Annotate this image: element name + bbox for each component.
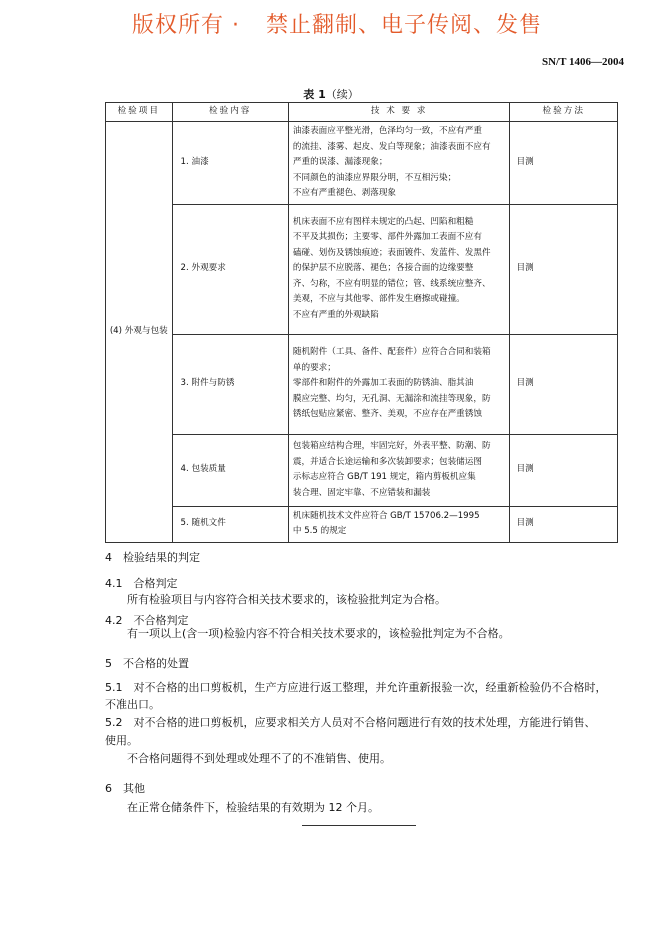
method-cell: 目测 <box>510 506 618 542</box>
requirement-cell <box>288 506 510 542</box>
section-5-1-line2: 不准出口。 <box>105 698 160 711</box>
section-4-1-text: 所有检验项目与内容符合相关技术要求的，该检验批判定为合格。 <box>127 593 446 606</box>
req-line: 严重的误漆、漏漆现象； <box>292 157 388 167</box>
item-cell: 3. 附件与防锈 <box>172 334 288 434</box>
req-line: 不同颜色的油漆应界限分明，不互相污染； <box>292 172 457 183</box>
method-cell: 目测 <box>510 334 618 434</box>
header-item: 检验项目 <box>106 103 173 122</box>
req-line: 油漆表面应平整光滑，色泽均匀一致，不应有严重 <box>292 126 482 136</box>
section-4-2-text: 有一项以上(含一项)检验内容不符合相关技术要求的，该检验批判定为不合格。 <box>127 627 510 640</box>
req-line: 磕碰、划伤及锈蚀痕迹；表面镀件、发蓝件、发黑件 <box>292 247 491 258</box>
header-method: 检验方法 <box>510 103 618 122</box>
section-5-2-line3: 不合格问题得不到处理或处理不了的不准销售、使用。 <box>127 752 391 765</box>
section-4-title: 4 检验结果的判定 <box>105 551 200 564</box>
section-5-title: 5 不合格的处置 <box>105 657 189 670</box>
req-line: 机床随机技术文件应符合 GB/T 15706.2—1995 <box>292 510 480 521</box>
req-line: 机床表面不应有图样未规定的凸起、凹陷和粗糙 <box>292 216 474 227</box>
table-header-row <box>106 103 618 122</box>
section-5-2-line1: 5.2 对不合格的进口剪板机，应要求相关方人员对不合格问题进行有效的技术处理，方能进行销售、 <box>105 716 596 729</box>
section-4-1-title: 4.1 合格判定 <box>105 577 178 590</box>
requirement-cell <box>288 334 510 434</box>
item-cell: 4. 包装质量 <box>172 434 288 506</box>
banner-part2: 禁止翻制、电子传阅、发售 <box>266 13 543 38</box>
table-row <box>106 434 618 506</box>
header-requirement: 技 术 要 求 <box>288 103 510 122</box>
req-line: 美观，不应与其他零、部件发生磨擦或碰撞。 <box>292 294 465 305</box>
req-line: 齐、匀称，不应有明显的错位；管、线系统应整齐、 <box>292 278 491 289</box>
req-line: 不应有严重的外观缺陷 <box>292 309 379 320</box>
requirement-cell <box>288 122 510 205</box>
table-caption-number: 表 1 <box>303 88 326 101</box>
section-5-1-line1: 5.1 对不合格的出口剪板机，生产方应进行返工整理，并允许重新报验一次，经重新检验仍不合格时， <box>105 681 607 694</box>
requirement-cell <box>288 434 510 506</box>
req-line: 中 5.5 的规定 <box>292 526 347 536</box>
method-cell: 目测 <box>510 204 618 334</box>
standard-code: SN/T 1406—2004 <box>541 56 624 68</box>
req-line: 示标志应符合 GB/T 191 规定，箱内剪板机应集 <box>292 472 476 482</box>
section-6-title: 6 其他 <box>105 782 145 795</box>
table-caption <box>0 86 662 102</box>
req-line: 的保护层不应脱落、褪色；各接合面的边缘要整 <box>292 263 474 274</box>
req-line: 随机附件（工具、备件、配套件）应符合合同和装箱 <box>292 347 491 358</box>
section-5-2-line2: 使用。 <box>105 734 138 747</box>
item-cell: 2. 外观要求 <box>172 204 288 334</box>
req-line: 不应有严重褪色、剥落现象 <box>292 188 397 198</box>
group-cell: (4) 外观与包装 <box>106 122 173 543</box>
req-line: 包装箱应结构合理，牢固完好，外表平整、防潮、防 <box>292 441 491 451</box>
req-line: 零部件和附件的外露加工表面的防锈油、脂其油 <box>292 378 474 389</box>
banner-part1: 版权所有 · <box>132 13 240 38</box>
req-line: 震，并适合长途运输和多次装卸要求；包装储运图 <box>292 456 482 467</box>
end-rule <box>302 825 416 826</box>
req-line: 单的要求； <box>292 362 336 373</box>
requirement-cell <box>288 204 510 334</box>
item-cell: 1. 油漆 <box>172 122 288 205</box>
table-row <box>106 506 618 542</box>
item-cell: 5. 随机文件 <box>172 506 288 542</box>
req-line: 不平及其损伤；主要零、部件外露加工表面不应有 <box>292 232 482 243</box>
method-cell: 目测 <box>510 122 618 205</box>
table-row <box>106 334 618 434</box>
section-6-text: 在正常仓储条件下，检验结果的有效期为 12 个月。 <box>127 801 379 814</box>
table-row <box>106 122 618 205</box>
req-line: 锈纸包贴应紧密、整齐、美观，不应存在严重锈蚀 <box>292 409 482 420</box>
req-line: 膜应完整、均匀，无孔洞、无漏涂和流挂等现象，防 <box>292 393 491 404</box>
inspection-table <box>105 102 618 543</box>
table-caption-cont: （续） <box>325 88 359 101</box>
method-cell: 目测 <box>510 434 618 506</box>
section-4-2-title: 4.2 不合格判定 <box>105 614 189 627</box>
header-content: 检验内容 <box>172 103 288 122</box>
req-line: 的流挂、漆雾、起皮、发白等现象；油漆表面不应有 <box>292 141 491 152</box>
table-row <box>106 204 618 334</box>
req-line: 装合理、固定牢靠、不应错装和漏装 <box>292 487 431 498</box>
